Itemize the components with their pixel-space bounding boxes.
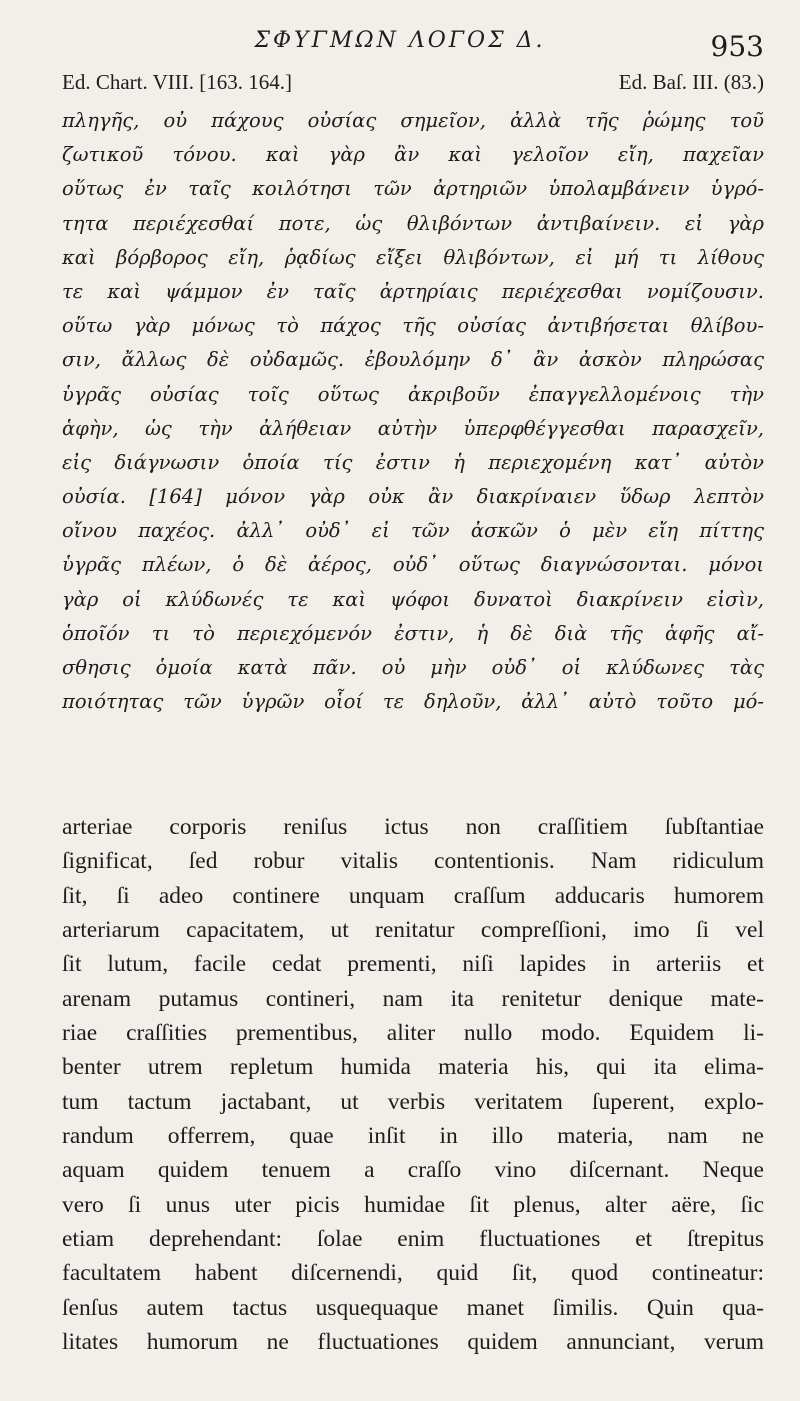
greek-line: ζωτικοῦ τόνου. καὶ γὰρ ἂν καὶ γελοῖον εἴη, παχεῖαν xyxy=(62,143,764,167)
greek-line: ποιότητας τῶν ὑγρῶν οἷοί τε δηλοῦν, ἀλλ᾽ αὐτὸ τοῦτο μό- xyxy=(62,690,764,714)
greek-line: οὐσία. [164] μόνον γὰρ οὐκ ἂν διακρίναιεν ὕδωρ λεπτὸν xyxy=(62,485,764,509)
latin-line: ſit lutum, facile cedat prementi, niſi lapides in arteriis et xyxy=(62,951,764,978)
latin-line: arteriarum capacitatem, ut renitatur compreſſioni, imo ſi vel xyxy=(62,917,764,944)
latin-line: benter utrem repletum humida materia his, qui ita elima- xyxy=(62,1054,764,1081)
greek-line: ὑγρᾶς πλέων, ὁ δὲ ἀέρος, οὐδ᾽ οὕτως διαγνώσονται. μόνοι xyxy=(62,553,764,577)
greek-line: ἁφὴν, ὡς τὴν ἀλήθειαν αὐτὴν ὑπερφθέγγεσθαι παρασχεῖν, xyxy=(62,416,764,440)
latin-line: aquam quidem tenuem a craſſo vino diſcernant. Neque xyxy=(62,1157,764,1184)
greek-line: οἴνου παχέος. ἀλλ᾽ οὐδ᾽ εἰ τῶν ἀσκῶν ὁ μὲν εἴη πίττης xyxy=(62,519,764,543)
page-number: 953 xyxy=(710,30,764,63)
greek-text-block xyxy=(62,104,764,719)
greek-line: καὶ βόρβορος εἴη, ῥᾳδίως εἴξει θλιβόντων, εἰ μή τι λίθους xyxy=(62,245,764,269)
latin-line: facultatem habent diſcernendi, quid ſit, quod contineatur: xyxy=(62,1260,764,1287)
greek-line: σθησις ὁμοία κατὰ πᾶν. οὐ μὴν οὐδ᾽ οἱ κλύδωνες τὰς xyxy=(62,656,764,679)
greek-line: οὕτω γὰρ μόνως τὸ πάχος τῆς οὐσίας ἀντιβήσεται θλίβου- xyxy=(62,314,764,338)
latin-line: arteriae corporis reniſus ictus non craſſitiem ſubſtantiae xyxy=(62,814,764,840)
edition-basel-reference: Ed. Baſ. III. (83.) xyxy=(618,70,764,94)
greek-line: εἰς διάγνωσιν ὁποία τίς ἐστιν ἡ περιεχομένη κατ᾽ αὐτὸν xyxy=(62,450,764,474)
latin-line: randum offerrem, quae inſit in illo materia, nam ne xyxy=(62,1123,764,1150)
latin-line: litates humorum ne fluctuationes quidem annunciant, verum xyxy=(62,1329,764,1356)
latin-line: ſenſus autem tactus usquequaque manet ſimilis. Quin qua- xyxy=(62,1294,764,1321)
greek-line: τε καὶ ψάμμον ἐν ταῖς ἀρτηρίαις περιέχεσθαι νομίζουσιν. xyxy=(62,279,764,303)
greek-line: οὕτως ἐν ταῖς κοιλότησι τῶν ἀρτηριῶν ὑπολαμβάνειν ὑγρό- xyxy=(62,177,764,201)
greek-line: ὁποῖόν τι τὸ περιεχόμενόν ἐστιν, ἡ δὲ διὰ τῆς ἁφῆς αἴ- xyxy=(62,621,764,645)
latin-line: ſit, ſi adeo continere unquam craſſum adducaris humorem xyxy=(62,882,764,909)
latin-line: etiam deprehendant: ſolae enim fluctuationes et ſtrepitus xyxy=(62,1226,764,1253)
latin-line: arenam putamus contineri, nam ita renitetur denique mate- xyxy=(62,985,764,1012)
latin-text-block xyxy=(62,810,764,1360)
latin-line: vero ſi unus uter picis humidae ſit plenus, alter aëre, ſic xyxy=(62,1191,764,1218)
greek-line: τητα περιέχεσθαί ποτε, ὡς θλιβόντων ἀντιβαίνειν. εἰ γὰρ xyxy=(62,211,764,235)
running-title: ΣΦΥΓΜΩΝ ΛΟΓΟΣ Δ. xyxy=(254,28,546,53)
greek-line: γὰρ οἱ κλύδωνές τε καὶ ψόφοι δυνατοὶ διακρίνειν εἰσὶν, xyxy=(62,587,764,611)
greek-line: ὑγρᾶς οὐσίας τοῖς οὕτως ἀκριβοῦν ἐπαγγελλομένοις τὴν xyxy=(62,382,764,406)
latin-line: tum tactum jactabant, ut verbis veritatem ſuperent, explo- xyxy=(62,1088,764,1115)
latin-line: riae craſſities prementibus, aliter nullo modo. Equidem li- xyxy=(62,1020,764,1047)
edition-chart-reference: Ed. Chart. VIII. [163. 164.] xyxy=(62,70,292,94)
greek-line: πληγῆς, οὐ πάχους οὐσίας σημεῖον, ἀλλὰ τῆς ῥώμης τοῦ xyxy=(62,109,764,132)
latin-line: ſignificat, ſed robur vitalis contentionis. Nam ridiculum xyxy=(62,848,764,875)
greek-line: σιν, ἄλλως δὲ οὐδαμῶς. ἐβουλόμην δ᾽ ἂν ἀσκὸν πληρώσας xyxy=(62,348,764,372)
